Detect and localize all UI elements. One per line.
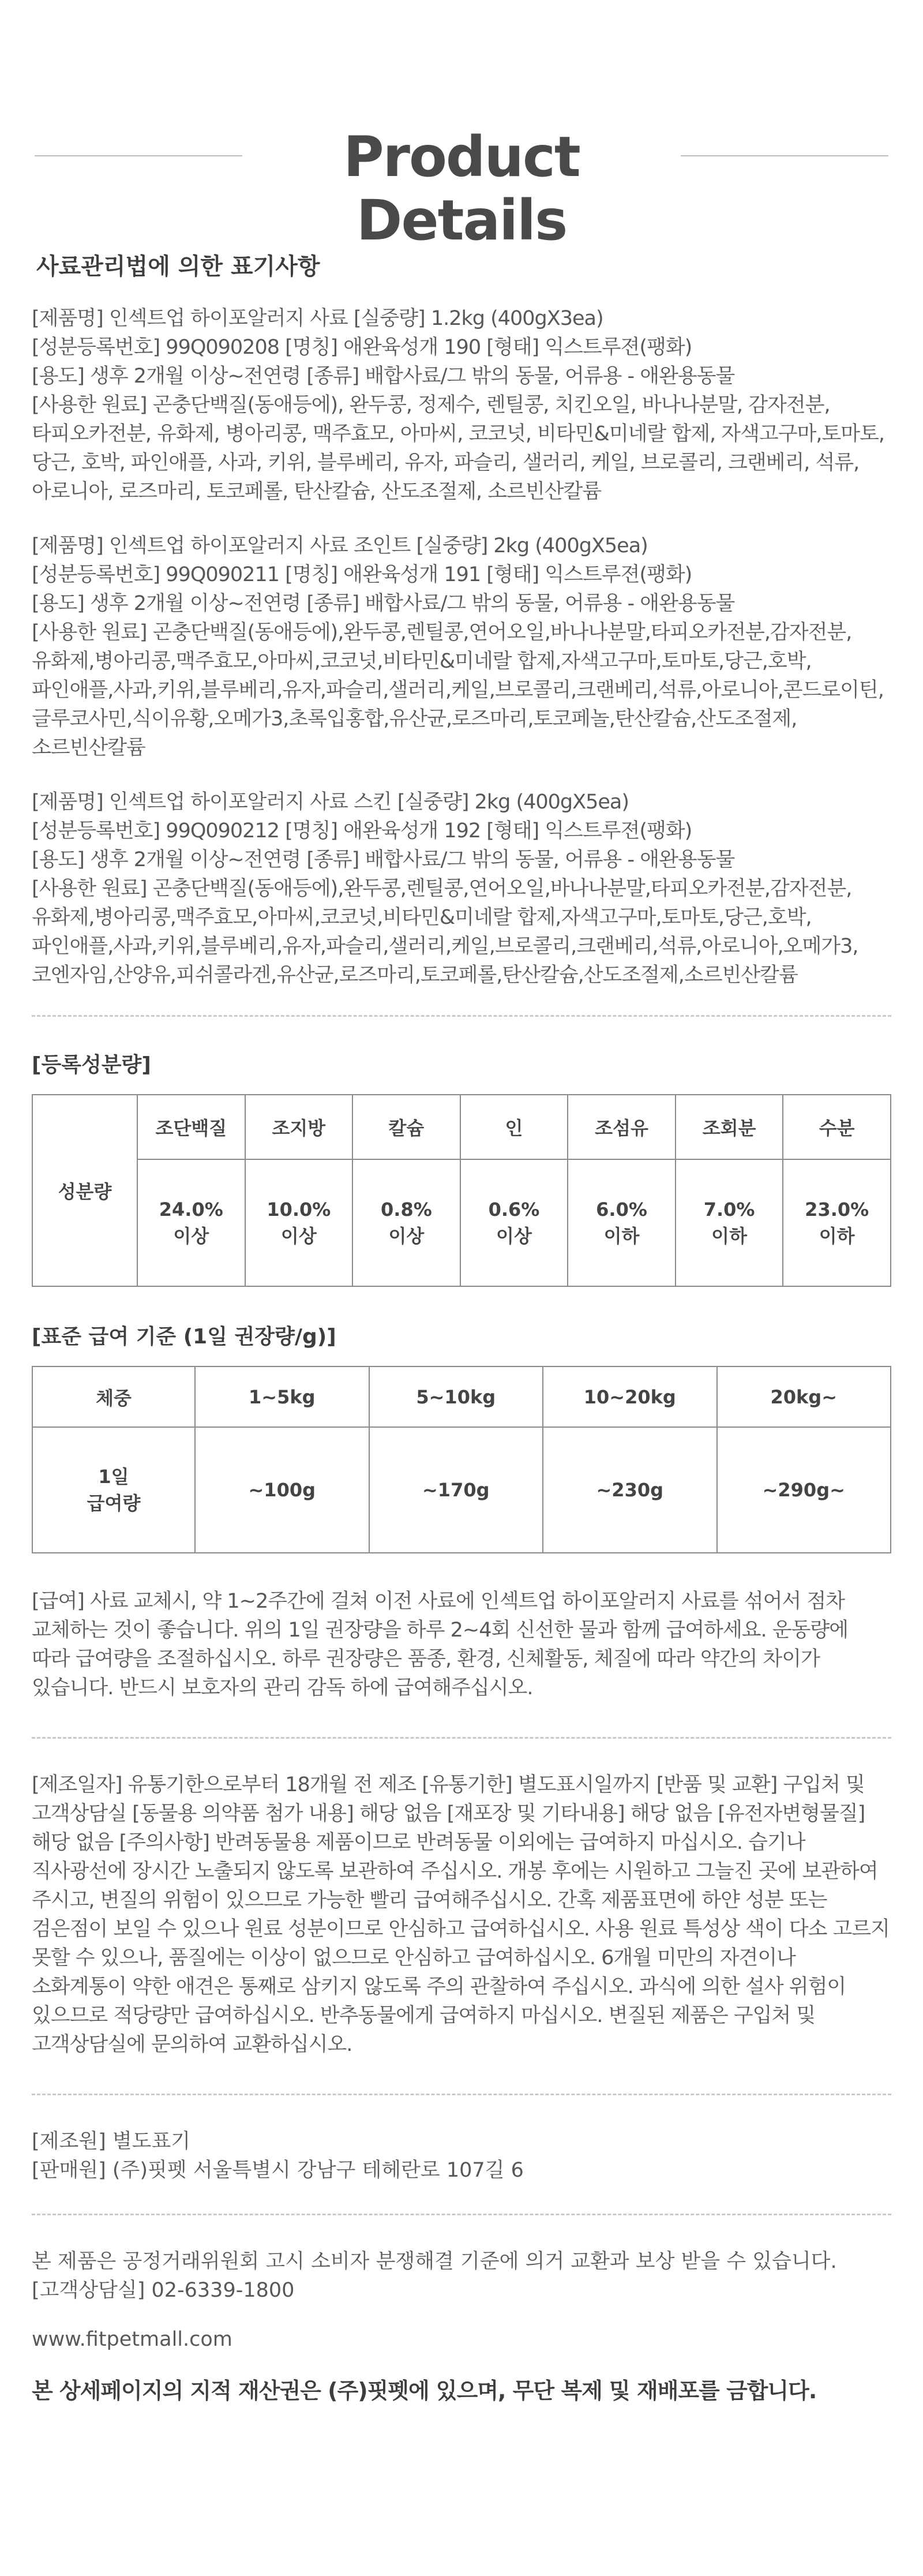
nutrition-header-calcium: 칼슘: [352, 1095, 460, 1159]
value-amount: 23.0%: [805, 1199, 869, 1220]
feeding-header-label: 체중: [32, 1366, 195, 1427]
table-row: [32, 1427, 891, 1553]
product-info-1: [32, 304, 891, 506]
row-label-line: 급여량: [87, 1492, 141, 1514]
header-divider-right: [681, 155, 888, 156]
nutrition-header-fat: 조지방: [245, 1095, 353, 1159]
feeding-table: [32, 1366, 891, 1553]
ingredients-line: [사용한 원료] 곤충단백질(동애등에),완두콩,렌틸콩,연어오일,바나나분말,타피오카전분,감자전분,유화제,병아리콩,맥주효모,아마씨,코코넛,비타민&미네랄 합제,자색고구마,토마토,당근,호박,파인애플,사과,키위,블루베리,유자,파슬리,샐러리,케일,브로콜리,크랜베리,석류,아로니아,오메가3,코엔자임,산양유,피쉬콜라겐,유산균,로즈마리,토코페롤,탄산칼슘,산도조절제,소르빈산칼륨: [32, 877, 858, 987]
divider: [32, 1015, 891, 1017]
nutrition-header-ash: 조회분: [676, 1095, 783, 1159]
registration-line: [성분등록번호] 99Q090212 [명칭] 애완육성개 192 [형태] 익스트루젼(팽화): [32, 819, 692, 843]
value-amount: 0.6%: [488, 1199, 540, 1220]
ingredients-line: [사용한 원료] 곤충단백질(동애등에), 완두콩, 정제수, 렌틸콩, 치킨오일, 바나나분말, 감자전분, 타피오카전분, 유화제, 병아리콩, 맥주효모, 아마씨, 코코넛, 비타민&미네랄 합제, 자색고구마,토마토, 당근, 호박, 파인애플, 사과, 키위, 블루베리, 유자, 파슬리, 샐러리, 케일, 브로콜리, 크랜베리, 석류, 아로니아, 로즈마리, 토코페롤, 탄산칼슘, 산도조절제, 소르빈산칼륨: [32, 394, 885, 503]
feeding-row-label: [32, 1427, 195, 1553]
feeding-amount: ~100g: [195, 1427, 369, 1553]
product-info-3: [32, 788, 891, 990]
usage-line: [용도] 생후 2개월 이상~전연령 [종류] 배합사료/그 밖의 동물, 어류용 - 애완용동물: [32, 592, 735, 615]
feeding-header-weight: 10~20kg: [543, 1366, 717, 1427]
nutrition-header-moisture: 수분: [783, 1095, 891, 1159]
nutrition-title: [등록성분량]: [32, 1053, 151, 1077]
caution-note: [제조일자] 유통기한으로부터 18개월 전 제조 [유통기한] 별도표시일까지 [반품 및 교환] 구입처 및 고객상담실 [동물용 의약품 첨가 내용] 해당 없음 [재포장 및 기타내용] 해당 없음 [유전자변형물질] 해당 없음 [주의사항] 반려동물용 제품이므로 반려동물 이외에는 급여하지 마십시오. 습기나 직사광선에 장시간 노출되지 않도록 보관하여 주십시오. 개봉 후에는 시원하고 그늘진 곳에 보관하여 주시고, 변질의 위험이 있으므로 가능한 빨리 급여해주십시오. 간혹 제품표면에 하얀 성분 또는 검은점이 보일 수 있으나 원료 성분이므로 안심하고 급여하십시오. 사용 원료 특성상 색이 다소 고르지 못할 수 있으나, 품질에는 이상이 없으므로 안심하고 급여하십시오. 6개월 미만의 자견이나 소화계통이 약한 애견은 통째로 삼키지 않도록 주의 관찰하여 주십시오. 과식에 의한 설사 위험이 있으므로 적당량만 급여하십시오. 반추동물에게 급여하지 마십시오. 변질된 제품은 구입처 및 고객상담실에 문의하여 교환하십시오.: [32, 1773, 890, 2056]
value-qualifier: 이상: [280, 1225, 317, 1247]
usage-line: [용도] 생후 2개월 이상~전연령 [종류] 배합사료/그 밖의 동물, 어류용 - 애완용동물: [32, 365, 735, 388]
nutrition-value: [352, 1159, 460, 1286]
page-title: Product Details: [343, 125, 580, 253]
nutrition-header-fiber: 조섬유: [568, 1095, 676, 1159]
nutrition-value: [137, 1159, 245, 1286]
seller: [판매원] (주)핏펫 서울특별시 강남구 테헤란로 107길 6: [32, 2159, 524, 2182]
nutrition-header-protein: 조단백질: [137, 1095, 245, 1159]
registration-line: [성분등록번호] 99Q090211 [명칭] 애완육성개 191 [형태] 익스트루젼(팽화): [32, 563, 692, 586]
website-link[interactable]: www.fitpetmall.com: [32, 2328, 232, 2351]
table-header-row: [32, 1095, 891, 1159]
table-header-row: [32, 1366, 891, 1427]
nutrition-row-label: 성분량: [32, 1095, 137, 1286]
product-name-line: [제품명] 인섹트업 하이포알러지 사료 조인트 [실중량] 2kg (400gX5ea): [32, 534, 648, 557]
header-divider-left: [35, 155, 242, 156]
nutrition-value: [783, 1159, 891, 1286]
divider: [32, 1737, 891, 1739]
ingredients-line: [사용한 원료] 곤충단백질(동애등에),완두콩,렌틸콩,연어오일,바나나분말,타피오카전분,감자전분,유화제,병아리콩,맥주효모,아마씨,코코넛,비타민&미네랄 합제,자색고구마,토마토,당근,호박,파인애플,사과,키위,블루베리,유자,파슬리,샐러리,케일,브로콜리,크랜베리,석류,아로니아,콘드로이틴,글루코사민,식이유황,오메가3,초록입홍합,유산균,로즈마리,토코페놀,탄산칼슘,산도조절제,소르빈산칼륨: [32, 621, 884, 759]
feeding-amount: ~290g~: [717, 1427, 891, 1553]
value-amount: 6.0%: [596, 1199, 647, 1220]
nutrition-table: [32, 1094, 891, 1287]
nutrition-value: [676, 1159, 783, 1286]
value-qualifier: 이하: [603, 1225, 640, 1247]
value-qualifier: 이하: [819, 1225, 855, 1247]
feeding-amount: ~230g: [543, 1427, 717, 1553]
service-info: [32, 2247, 891, 2305]
value-qualifier: 이상: [388, 1225, 425, 1247]
labeling-title: 사료관리법에 의한 표기사항: [36, 253, 320, 280]
nutrition-value: [460, 1159, 568, 1286]
row-label-line: 1일: [98, 1466, 129, 1488]
table-row: [32, 1159, 891, 1286]
service-notice: 본 제품은 공정거래위원회 고시 소비자 분쟁해결 기준에 의거 교환과 보상 받을 수 있습니다.: [32, 2250, 837, 2273]
feeding-header-weight: 20kg~: [717, 1366, 891, 1427]
value-amount: 10.0%: [267, 1199, 331, 1220]
registration-line: [성분등록번호] 99Q090208 [명칭] 애완육성개 190 [형태] 익스트루젼(팽화): [32, 336, 692, 359]
maker-info: [32, 2127, 891, 2185]
header: [0, 113, 923, 253]
divider: [32, 2214, 891, 2215]
nutrition-value: [568, 1159, 676, 1286]
product-name-line: [제품명] 인섹트업 하이포알러지 사료 [실중량] 1.2kg (400gX3ea): [32, 307, 603, 330]
nutrition-value: [245, 1159, 353, 1286]
divider: [32, 2094, 891, 2095]
value-qualifier: 이상: [496, 1225, 532, 1247]
manufacturer: [제조원] 별도표기: [32, 2130, 191, 2153]
value-amount: 0.8%: [381, 1199, 432, 1220]
value-amount: 24.0%: [159, 1199, 223, 1220]
value-qualifier: 이하: [711, 1225, 747, 1247]
value-amount: 7.0%: [703, 1199, 755, 1220]
nutrition-header-phosphorus: 인: [460, 1095, 568, 1159]
product-name-line: [제품명] 인섹트업 하이포알러지 사료 스킨 [실중량] 2kg (400gX5ea): [32, 791, 629, 814]
product-info-2: [32, 531, 891, 762]
value-qualifier: 이상: [173, 1225, 209, 1247]
copyright-notice: 본 상세페이지의 지적 재산권은 (주)핏펫에 있으며, 무단 복제 및 재배포를 금합니다.: [32, 2378, 817, 2403]
customer-phone: [고객상담실] 02-6339-1800: [32, 2279, 295, 2302]
usage-line: [용도] 생후 2개월 이상~전연령 [종류] 배합사료/그 밖의 동물, 어류용 - 애완용동물: [32, 848, 735, 871]
content: [32, 248, 891, 2405]
feeding-header-weight: 1~5kg: [195, 1366, 369, 1427]
feeding-title: [표준 급여 기준 (1일 권장량/g)]: [32, 1325, 336, 1349]
feeding-amount: ~170g: [369, 1427, 543, 1553]
feeding-note: [급여] 사료 교체시, 약 1~2주간에 걸쳐 이전 사료에 인섹트업 하이포알러지 사료를 섞어서 점차 교체하는 것이 좋습니다. 위의 1일 권장량을 하루 2~4회 신선한 물과 함께 급여하세요. 운동량에 따라 급여량을 조절하십시오. 하루 권장량은 품종, 환경, 신체활동, 체질에 따라 약간의 차이가 있습니다. 반드시 보호자의 관리 감독 하에 급여해주십시오.: [32, 1590, 849, 1699]
feeding-header-weight: 5~10kg: [369, 1366, 543, 1427]
